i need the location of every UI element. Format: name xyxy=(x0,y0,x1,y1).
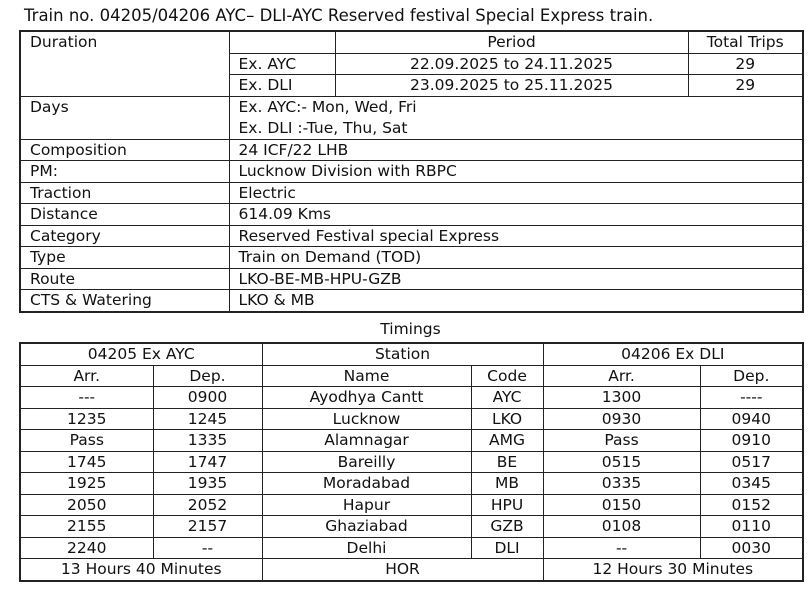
table-row xyxy=(20,451,803,473)
station-code: MB xyxy=(471,473,543,495)
table-row xyxy=(20,387,803,409)
arr-ayc: --- xyxy=(20,387,153,409)
table-row xyxy=(20,430,803,452)
dep-ayc: -- xyxy=(153,537,262,559)
period-range-ayc: 22.09.2025 to 24.11.2025 xyxy=(335,53,688,75)
dep-dli: 0110 xyxy=(700,516,803,538)
duration-label: Duration xyxy=(20,31,229,96)
type-label: Type xyxy=(20,247,229,269)
dep-dli: 0152 xyxy=(700,494,803,516)
hor-label: HOR xyxy=(262,559,543,581)
table-row xyxy=(20,516,803,538)
pm-value: Lucknow Division with RBPC xyxy=(229,161,803,183)
dep-ayc: 2052 xyxy=(153,494,262,516)
station-name: Alamnagar xyxy=(262,430,471,452)
station-code: AYC xyxy=(471,387,543,409)
sub-dep-ayc: Dep. xyxy=(153,365,262,387)
trips-ayc: 29 xyxy=(688,53,803,75)
period-range-dli: 23.09.2025 to 25.11.2025 xyxy=(335,75,688,97)
category-value: Reserved Festival special Express xyxy=(229,225,803,247)
col-ex-dli: 04206 Ex DLI xyxy=(543,343,803,365)
sub-arr-dli: Arr. xyxy=(543,365,700,387)
sub-code: Code xyxy=(471,365,543,387)
sub-name: Name xyxy=(262,365,471,387)
station-name: Moradabad xyxy=(262,473,471,495)
dep-dli: ---- xyxy=(700,387,803,409)
trips-dli: 29 xyxy=(688,75,803,97)
total-trips-header: Total Trips xyxy=(688,31,803,53)
station-code: AMG xyxy=(471,430,543,452)
station-code: GZB xyxy=(471,516,543,538)
station-code: DLI xyxy=(471,537,543,559)
col-station: Station xyxy=(262,343,543,365)
composition-label: Composition xyxy=(20,139,229,161)
dep-dli: 0345 xyxy=(700,473,803,495)
col-ex-ayc: 04205 Ex AYC xyxy=(20,343,262,365)
type-value: Train on Demand (TOD) xyxy=(229,247,803,269)
dep-ayc: 1935 xyxy=(153,473,262,495)
arr-dli: 0515 xyxy=(543,451,700,473)
table-row xyxy=(20,408,803,430)
station-code: LKO xyxy=(471,408,543,430)
days-ayc: Ex. AYC:- Mon, Wed, Fri xyxy=(238,97,417,116)
arr-ayc: 1235 xyxy=(20,408,153,430)
arr-dli: 1300 xyxy=(543,387,700,409)
route-label: Route xyxy=(20,268,229,290)
days-dli: Ex. DLI :-Tue, Thu, Sat xyxy=(238,118,408,137)
dep-ayc: 2157 xyxy=(153,516,262,538)
station-name: Bareilly xyxy=(262,451,471,473)
timings-table xyxy=(19,342,804,582)
station-name: Ayodhya Cantt xyxy=(262,387,471,409)
pm-label: PM: xyxy=(20,161,229,183)
train-info-table xyxy=(19,30,804,313)
period-from-ayc: Ex. AYC xyxy=(229,53,335,75)
dep-dli: 0910 xyxy=(700,430,803,452)
cts-watering-label: CTS & Watering xyxy=(20,290,229,312)
station-name: Hapur xyxy=(262,494,471,516)
arr-ayc: 2240 xyxy=(20,537,153,559)
dep-ayc: 1335 xyxy=(153,430,262,452)
arr-ayc: 1745 xyxy=(20,451,153,473)
category-label: Category xyxy=(20,225,229,247)
arr-ayc: Pass xyxy=(20,430,153,452)
sub-arr-ayc: Arr. xyxy=(20,365,153,387)
traction-label: Traction xyxy=(20,182,229,204)
cts-watering-value: LKO & MB xyxy=(229,290,803,312)
traction-value: Electric xyxy=(229,182,803,204)
arr-ayc: 1925 xyxy=(20,473,153,495)
arr-dli: 0930 xyxy=(543,408,700,430)
table-row xyxy=(20,537,803,559)
station-name: Lucknow xyxy=(262,408,471,430)
timings-heading: Timings xyxy=(380,320,441,338)
station-name: Ghaziabad xyxy=(262,516,471,538)
station-code: BE xyxy=(471,451,543,473)
dep-dli: 0517 xyxy=(700,451,803,473)
composition-value: 24 ICF/22 LHB xyxy=(229,139,803,161)
arr-dli: 0335 xyxy=(543,473,700,495)
route-value: LKO-BE-MB-HPU-GZB xyxy=(229,268,803,290)
period-header: Period xyxy=(335,31,688,53)
days-label: Days xyxy=(20,96,229,139)
page-title: Train no. 04205/04206 AYC– DLI-AYC Reserved festival Special Express train. xyxy=(24,6,654,25)
sub-dep-dli: Dep. xyxy=(700,365,803,387)
arr-dli: 0108 xyxy=(543,516,700,538)
dep-ayc: 1747 xyxy=(153,451,262,473)
journey-time-ayc: 13 Hours 40 Minutes xyxy=(20,559,262,581)
dep-dli: 0940 xyxy=(700,408,803,430)
dep-ayc: 1245 xyxy=(153,408,262,430)
distance-value: 614.09 Kms xyxy=(229,204,803,226)
table-row xyxy=(20,473,803,495)
arr-dli: Pass xyxy=(543,430,700,452)
journey-time-dli: 12 Hours 30 Minutes xyxy=(543,559,803,581)
table-row xyxy=(20,494,803,516)
arr-dli: 0150 xyxy=(543,494,700,516)
arr-dli: -- xyxy=(543,537,700,559)
station-name: Delhi xyxy=(262,537,471,559)
dep-dli: 0030 xyxy=(700,537,803,559)
arr-ayc: 2155 xyxy=(20,516,153,538)
dep-ayc: 0900 xyxy=(153,387,262,409)
station-code: HPU xyxy=(471,494,543,516)
arr-ayc: 2050 xyxy=(20,494,153,516)
distance-label: Distance xyxy=(20,204,229,226)
period-from-dli: Ex. DLI xyxy=(229,75,335,97)
